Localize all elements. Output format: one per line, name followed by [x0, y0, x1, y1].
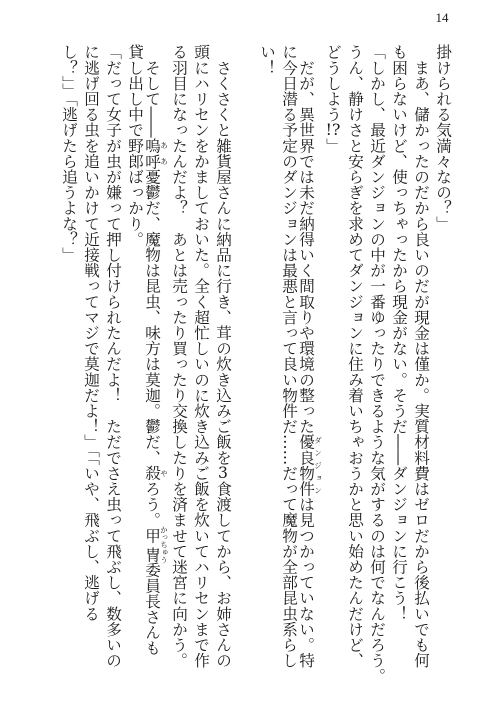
text-run: 貸し出し中で野郎ばっかり。	[126, 44, 144, 247]
text-line	[102, 44, 124, 692]
text-line	[388, 44, 410, 692]
text-line	[212, 44, 234, 692]
ruby-annotated-word	[143, 526, 169, 564]
ruby-base: 甲冑	[143, 526, 161, 564]
tate-chu-yoko: 3	[218, 465, 228, 481]
ruby-reading: ああ	[159, 137, 169, 169]
text-run: そして――	[143, 44, 161, 138]
text-run: は見つかっていない。特	[297, 496, 315, 669]
text-line	[366, 44, 388, 692]
text-run: に今日潜る予定のダンジョンは最悪と言って良い物件だ……だって魔物が全部昆虫系らし	[280, 44, 298, 668]
text-line	[80, 44, 102, 692]
text-line	[432, 44, 454, 692]
blank-line	[234, 44, 256, 692]
text-line	[344, 44, 366, 692]
text-run: 「だって女子が虫が嫌って押し付けられたんだよ！ ただでさえ虫って飛ぶし、数多いの	[104, 44, 122, 668]
text-line	[168, 44, 190, 692]
text-run: 委員長さんも	[143, 561, 161, 656]
text-run: も困らないけど、使っちゃったから現金がない。そうだ――ダンジョンに行こう！	[390, 44, 408, 622]
text-run: る羽目になったんだよ？ あとは売ったり買ったり交換したりを済ませて迷宮に向かう。	[170, 44, 188, 668]
ruby-base: 嗚呼	[143, 137, 161, 169]
text-run: 憂鬱だ、魔物は昆虫、味方は莫迦。鬱だ、	[143, 168, 161, 466]
tate-chu-yoko: !?	[325, 122, 341, 138]
vertical-text-body	[58, 44, 454, 692]
text-line	[322, 44, 344, 692]
text-line	[143, 44, 169, 692]
text-run: ろう。	[143, 480, 161, 528]
text-run: うん、静けさと安らぎを求めてダンジョンに住み着いちゃおうかと思い始めたんだけど、	[346, 44, 364, 668]
ruby-reading: や	[159, 465, 169, 481]
ruby-base: 優良物件	[297, 434, 315, 497]
ruby-annotated-word	[143, 465, 169, 481]
text-run: 「しかし、最近ダンジョンの中が一番ゆったりできるような気がするのは何でなんだろう。	[368, 44, 386, 684]
text-line	[278, 44, 300, 692]
text-run: い！	[258, 44, 276, 76]
text-run: し？」」「逃げたら追うよな？」	[60, 44, 78, 263]
text-run: 食渡してから、お姉さんの	[214, 480, 232, 668]
text-run: 頭にハリセンをかましておいた。全く超忙しいのに炊き込みご飯を炊いてハリセンまで作	[192, 44, 210, 668]
text-run: に逃げ回る虫を追いかけて近接戦ってマジで莫迦だよ！」「「いや、飛ぶし、逃げる	[82, 44, 100, 622]
text-line	[190, 44, 212, 692]
text-line	[410, 44, 432, 692]
text-run: だが、異世界では未だ納得いく間取りや環境の整った	[297, 44, 315, 434]
text-run: まあ、儲かったのだから良いのだが現金は僅か。実質材料費はゼロだから後払いでも何	[412, 44, 430, 668]
text-run: 掛けられる気満々なの？」	[434, 44, 452, 232]
ruby-reading: ダンジョン	[313, 434, 323, 497]
ruby-base: 殺	[143, 465, 161, 481]
text-line	[256, 44, 278, 692]
text-line	[297, 44, 323, 692]
ruby-reading: かっちゅう	[159, 526, 169, 564]
text-run: さくさくと雑貨屋さんに納品に行き、茸の炊き込みご飯を	[214, 44, 232, 466]
text-run: どうしよう	[324, 44, 342, 122]
text-run: 」	[324, 137, 342, 154]
text-line	[58, 44, 80, 692]
page-number: 14	[435, 10, 449, 25]
